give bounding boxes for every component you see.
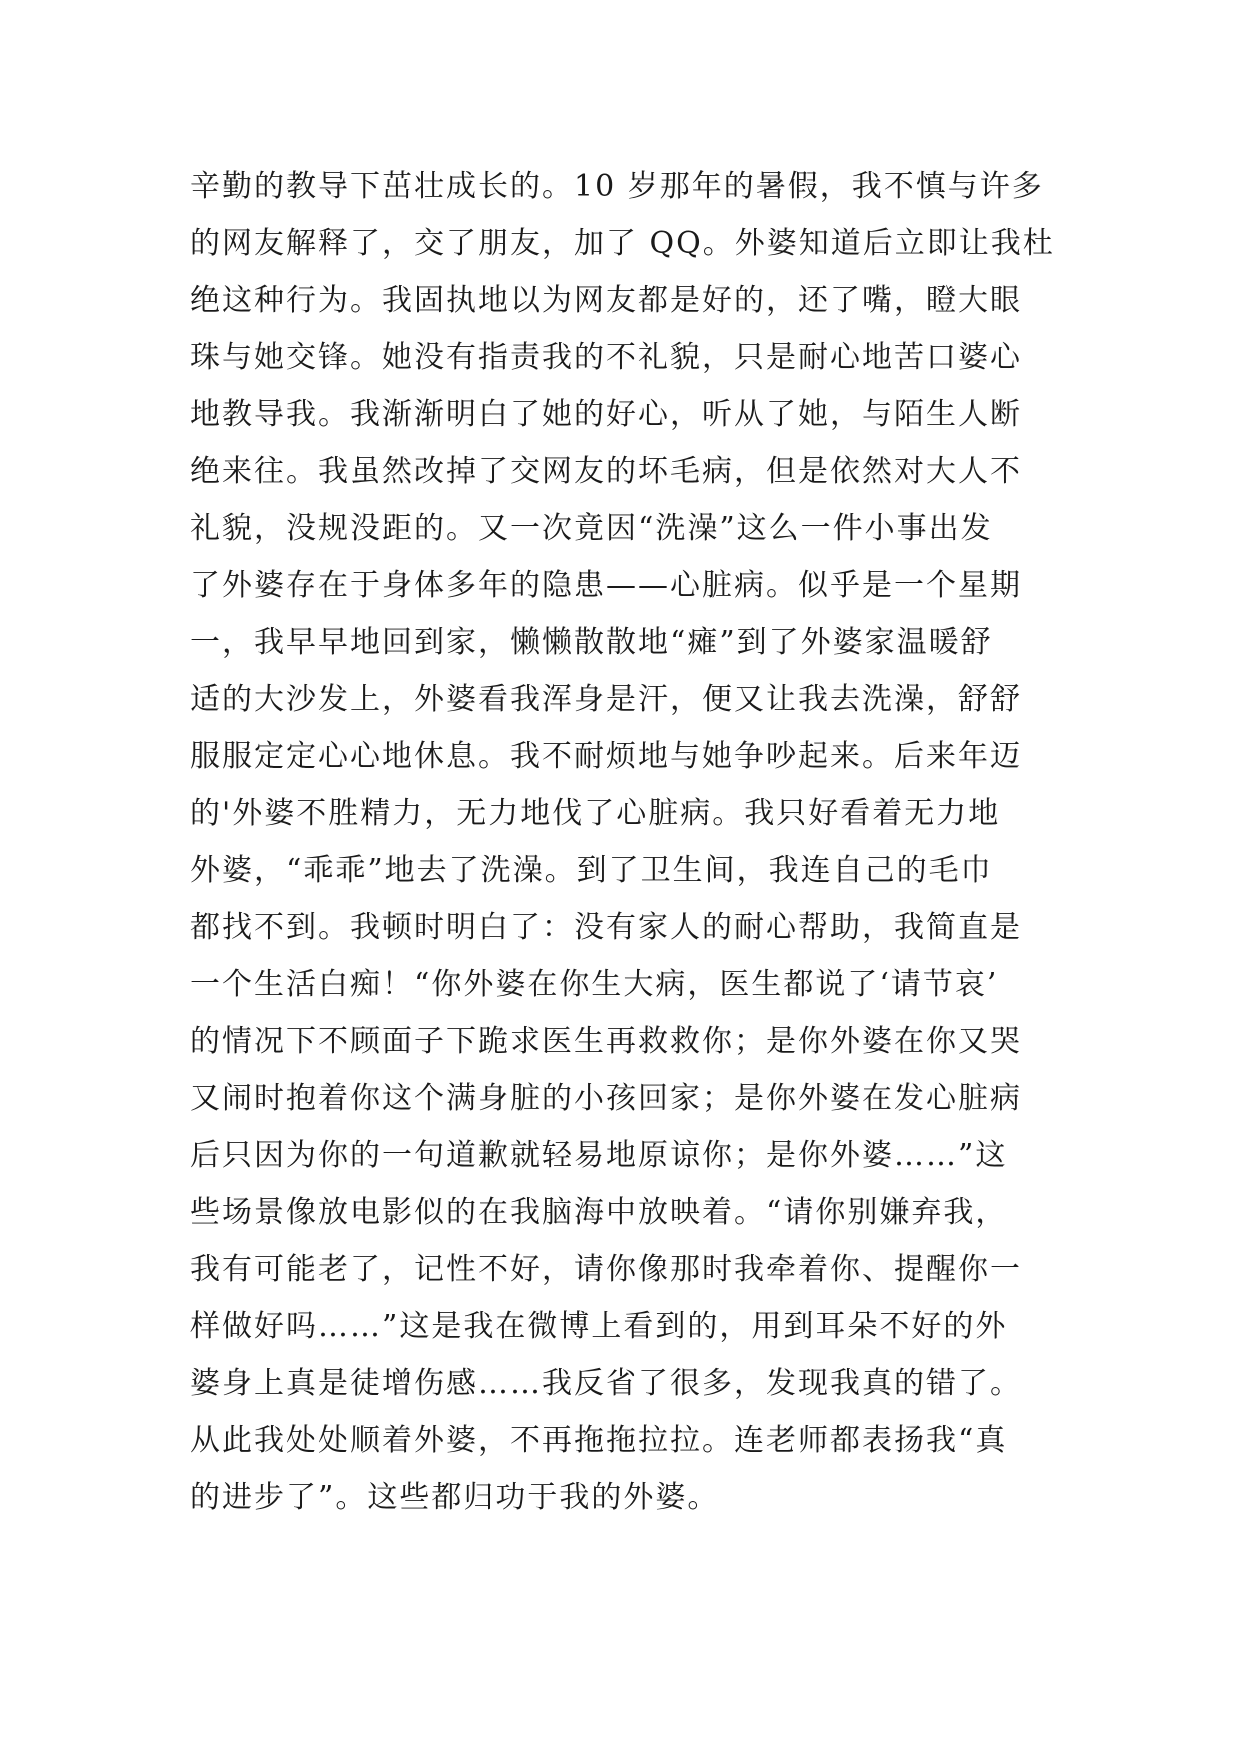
body-text: [190, 158, 1090, 1526]
text-line: 适的大沙发上，外婆看我浑身是汗，便又让我去洗澡，舒舒: [190, 682, 1022, 717]
text-line: 绝来往。我虽然改掉了交网友的坏毛病，但是依然对大人不: [190, 454, 1022, 489]
text-line: 一，我早早地回到家，懒懒散散地“瘫”到了外婆家温暖舒: [190, 625, 993, 660]
text-line: 的情况下不顾面子下跪求医生再救救你；是你外婆在你又哭: [190, 1024, 1022, 1059]
text-line: 辛勤的教导下茁壮成长的。10 岁那年的暑假，我不慎与许多: [190, 169, 1044, 204]
text-line: 一个生活白痴！“你外婆在你生大病，医生都说了‘请节哀’: [190, 967, 999, 1002]
text-line: 的进步了”。这些都归功于我的外婆。: [190, 1480, 720, 1515]
text-line: 服服定定心心地休息。我不耐烦地与她争吵起来。后来年迈: [190, 739, 1022, 774]
text-line: 珠与她交锋。她没有指责我的不礼貌，只是耐心地苦口婆心: [190, 340, 1022, 375]
text-line: 样做好吗……”这是我在微博上看到的，用到耳朵不好的外: [190, 1309, 1008, 1344]
text-line: 外婆，“乖乖”地去了洗澡。到了卫生间，我连自己的毛巾: [190, 853, 993, 888]
text-line: 的'外婆不胜精力，无力地伐了心脏病。我只好看着无力地: [190, 796, 1001, 831]
text-line: 又闹时抱着你这个满身脏的小孩回家；是你外婆在发心脏病: [190, 1081, 1022, 1116]
text-line: 了外婆存在于身体多年的隐患——心脏病。似乎是一个星期: [190, 568, 1022, 603]
text-line: 我有可能老了，记性不好，请你像那时我牵着你、提醒你一: [190, 1252, 1022, 1287]
text-line: 都找不到。我顿时明白了：没有家人的耐心帮助，我简直是: [190, 910, 1022, 945]
text-line: 礼貌，没规没距的。又一次竟因“洗澡”这么一件小事出发: [190, 511, 993, 546]
text-line: 些场景像放电影似的在我脑海中放映着。“请你别嫌弃我，: [190, 1195, 1008, 1230]
text-line: 绝这种行为。我固执地以为网友都是好的，还了嘴，瞪大眼: [190, 283, 1022, 318]
text-line: 婆身上真是徒增伤感……我反省了很多，发现我真的错了。: [190, 1366, 1022, 1401]
text-line: 后只因为你的一句道歉就轻易地原谅你；是你外婆……”这: [190, 1138, 1008, 1173]
text-line: 的网友解释了，交了朋友，加了 QQ。外婆知道后立即让我杜: [190, 226, 1055, 261]
text-line: 地教导我。我渐渐明白了她的好心，听从了她，与陌生人断: [190, 397, 1022, 432]
text-line: 从此我处处顺着外婆，不再拖拖拉拉。连老师都表扬我“真: [190, 1423, 1008, 1458]
